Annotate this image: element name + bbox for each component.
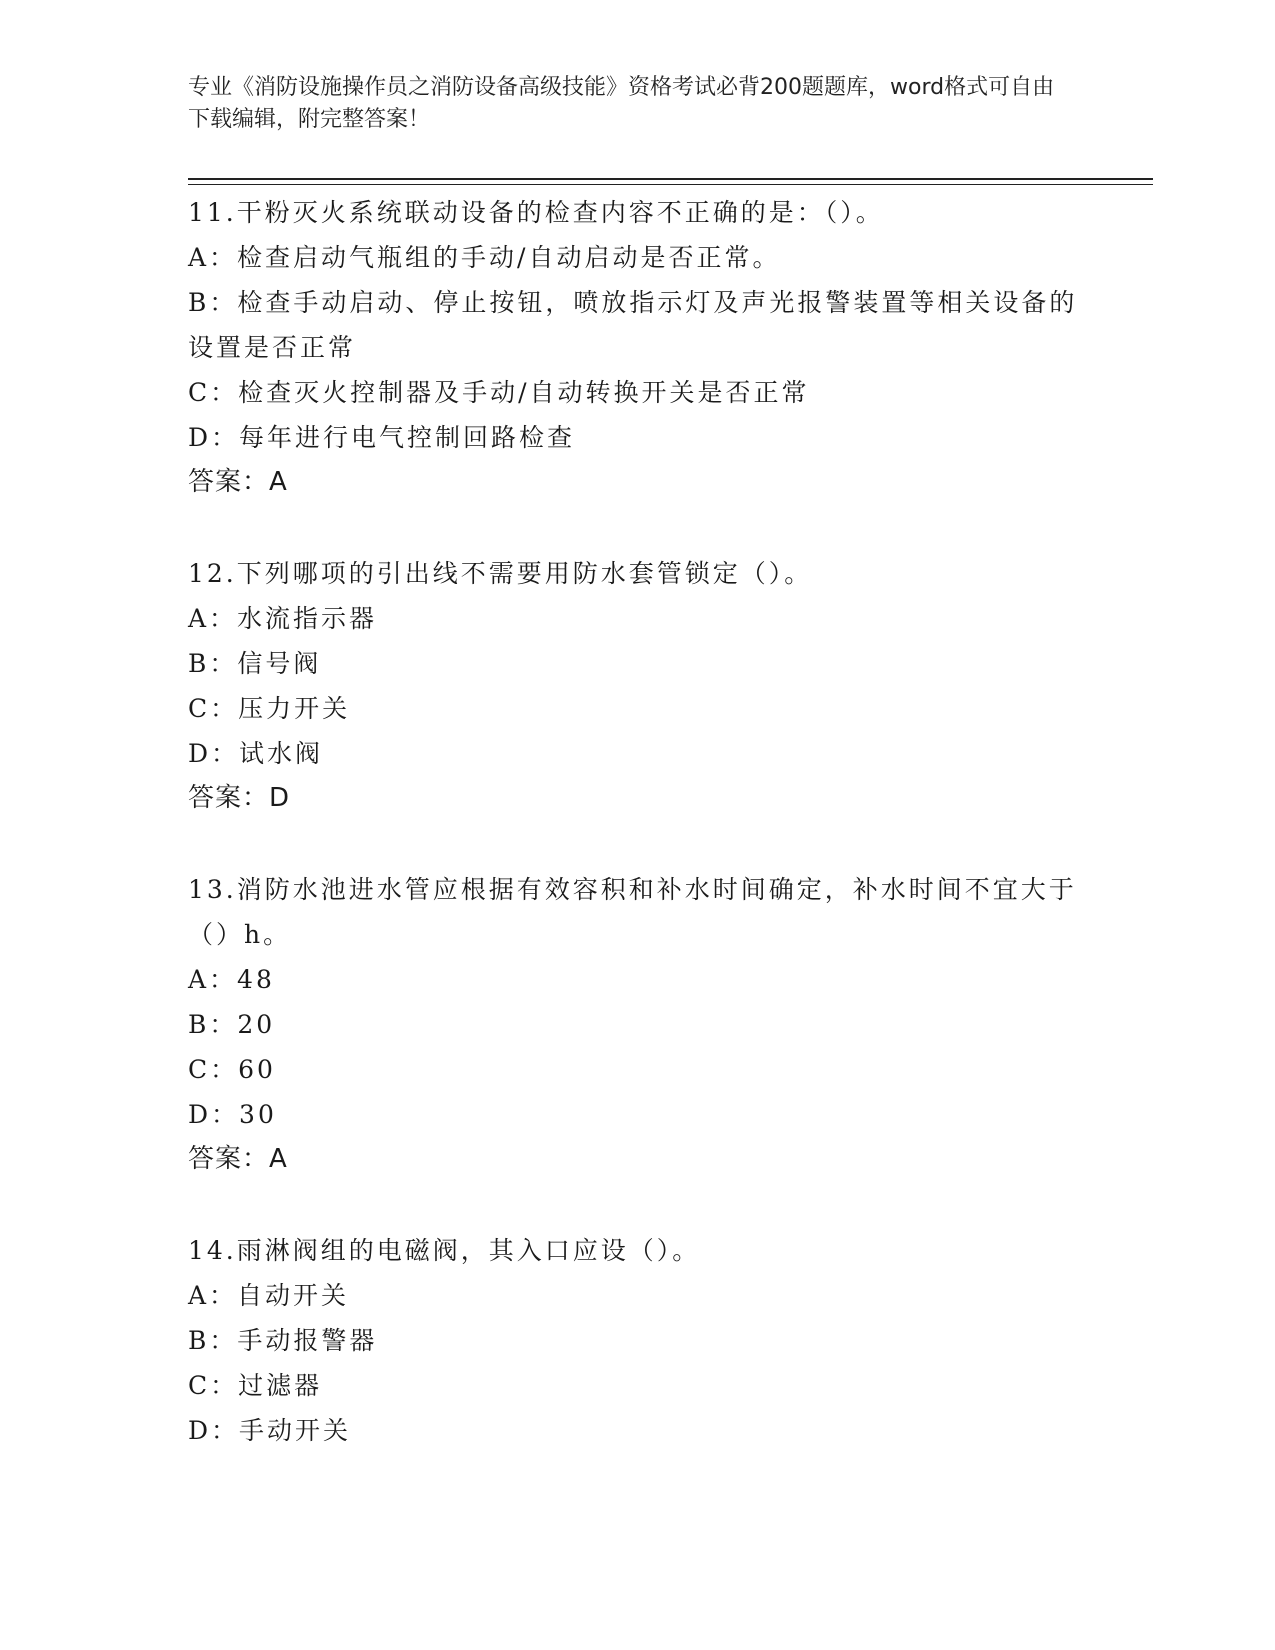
question-13 xyxy=(188,867,1088,1182)
option-c: C：60 xyxy=(188,1055,276,1084)
option-b: B：手动报警器 xyxy=(188,1326,378,1355)
question-list xyxy=(188,190,1088,1453)
option-d: D：30 xyxy=(188,1100,277,1129)
option-b: B：信号阀 xyxy=(188,649,322,678)
question-11 xyxy=(188,190,1088,505)
option-d: D：手动开关 xyxy=(188,1416,352,1445)
option-b: B：20 xyxy=(188,1010,276,1039)
option-c: C：检查灭火控制器及手动/自动转换开关是否正常 xyxy=(188,378,810,407)
answer-line: 答案：A xyxy=(188,1144,288,1174)
question-14 xyxy=(188,1228,1088,1453)
header-divider-thin xyxy=(188,184,1153,185)
question-12 xyxy=(188,551,1088,821)
option-a: A：检查启动气瓶组的手动/自动启动是否正常。 xyxy=(188,243,781,272)
question-stem: 11.干粉灭火系统联动设备的检查内容不正确的是：（）。 xyxy=(188,198,884,227)
spacer xyxy=(188,1182,1088,1228)
question-stem: 14.雨淋阀组的电磁阀，其入口应设（）。 xyxy=(188,1236,701,1265)
option-d: D：每年进行电气控制回路检查 xyxy=(188,423,576,452)
question-stem: 12.下列哪项的引出线不需要用防水套管锁定（）。 xyxy=(188,559,813,588)
header-divider-thick xyxy=(188,178,1153,180)
spacer xyxy=(188,821,1088,867)
option-a: A：48 xyxy=(188,965,275,994)
spacer xyxy=(188,505,1088,551)
option-a: A：水流指示器 xyxy=(188,604,378,633)
answer-line: 答案：A xyxy=(188,467,288,497)
answer-line: 答案：D xyxy=(188,783,291,813)
option-b: B：检查手动启动、停止按钮，喷放指示灯及声光报警装置等相关设备的设置是否正常 xyxy=(188,288,1078,362)
option-c: C：压力开关 xyxy=(188,694,351,723)
option-a: A：自动开关 xyxy=(188,1281,350,1310)
option-c: C：过滤器 xyxy=(188,1371,323,1400)
question-stem: 13.消防水池进水管应根据有效容积和补水时间确定，补水时间不宜大于（）h。 xyxy=(188,875,1077,949)
option-d: D：试水阀 xyxy=(188,739,324,768)
document-header: 专业《消防设施操作员之消防设备高级技能》资格考试必背200题题库，word格式可自由下载编辑，附完整答案！ xyxy=(188,75,1055,132)
